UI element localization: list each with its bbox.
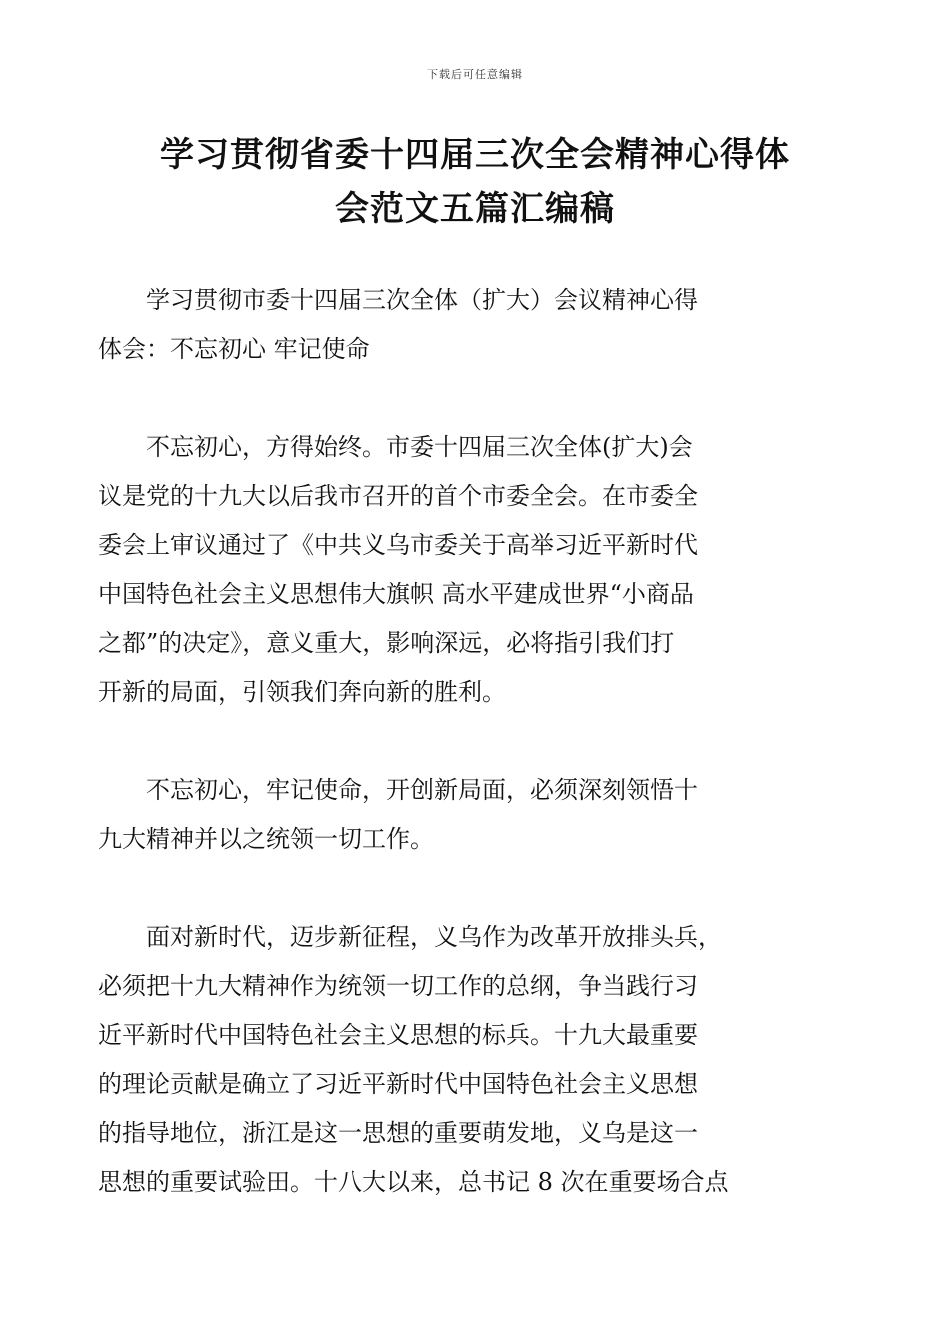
- text-line: 议是党的十九大以后我市召开的首个市委全会。在市委全: [98, 482, 698, 510]
- text-line: 不忘初心，牢记使命，开创新局面，必须深刻领悟十: [146, 776, 698, 804]
- document-title: [100, 128, 850, 236]
- text-line: 必须把十九大精神作为统领一切工作的总纲，争当践行习: [98, 972, 698, 1000]
- title-line-1: 学习贯彻省委十四届三次全会精神心得体: [160, 135, 790, 175]
- header-note: 下载后可任意编辑: [427, 68, 523, 81]
- text-line: 学习贯彻市委十四届三次全体（扩大）会议精神心得: [146, 286, 698, 314]
- paragraph-2: [98, 423, 814, 717]
- title-line-2: 会范文五篇汇编稿: [335, 189, 615, 229]
- text-line: 近平新时代中国特色社会主义思想的标兵。十九大最重要: [98, 1021, 698, 1049]
- text-line: 委会上审议通过了《中共义乌市委关于高举习近平新时代: [98, 531, 698, 559]
- paragraph-3: [98, 766, 814, 864]
- text-line: 体会：不忘初心 牢记使命: [98, 335, 370, 363]
- text-line: 中国特色社会主义思想伟大旗帜 高水平建成世界“小商品: [98, 580, 694, 608]
- text-line: 之都”的决定》，意义重大，影响深远，必将指引我们打: [98, 629, 675, 657]
- text-line: 面对新时代，迈步新征程，义乌作为改革开放排头兵，: [146, 923, 722, 951]
- document-body: [98, 276, 814, 1256]
- text-line: 的指导地位，浙江是这一思想的重要萌发地，义乌是这一: [98, 1119, 698, 1147]
- text-line: 开新的局面，引领我们奔向新的胜利。: [98, 678, 506, 706]
- text-line: 思想的重要试验田。十八大以来，总书记 8 次在重要场合点: [98, 1168, 729, 1196]
- text-line: 不忘初心，方得始终。市委十四届三次全体(扩大)会: [146, 433, 693, 461]
- paragraph-1: [98, 276, 814, 374]
- text-line: 九大精神并以之统领一切工作。: [98, 825, 434, 853]
- text-line: 的理论贡献是确立了习近平新时代中国特色社会主义思想: [98, 1070, 698, 1098]
- paragraph-4: [98, 913, 814, 1207]
